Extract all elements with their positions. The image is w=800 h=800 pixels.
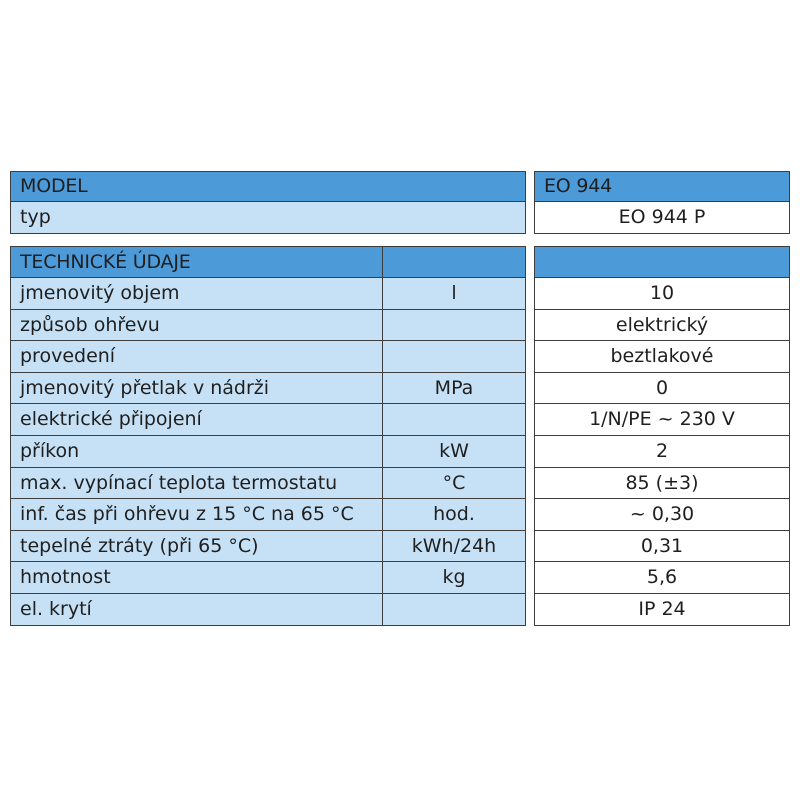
spec-unit — [382, 593, 526, 626]
spec-label: inf. čas při ohřevu z 15 °C na 65 °C — [10, 498, 383, 531]
spec-value: 5,6 — [534, 561, 790, 594]
spec-value: 2 — [534, 435, 790, 468]
spec-label: hmotnost — [10, 561, 383, 594]
spec-unit — [382, 309, 526, 341]
spec-unit: °C — [382, 467, 526, 499]
type-label: typ — [10, 201, 526, 234]
spec-label: provedení — [10, 340, 383, 373]
spec-label: tepelné ztráty (při 65 °C) — [10, 530, 383, 562]
spec-unit: l — [382, 277, 526, 310]
spec-value: beztlakové — [534, 340, 790, 373]
spec-label: el. krytí — [10, 593, 383, 626]
spec-label: způsob ohřevu — [10, 309, 383, 341]
spec-label: jmenovitý objem — [10, 277, 383, 310]
spec-value: 1/N/PE ~ 230 V — [534, 403, 790, 436]
type-value: EO 944 P — [534, 201, 790, 234]
spec-unit — [382, 340, 526, 373]
spec-unit: MPa — [382, 372, 526, 404]
spec-value: 85 (±3) — [534, 467, 790, 499]
model-header-value: EO 944 — [534, 171, 790, 202]
spec-unit: kg — [382, 561, 526, 594]
spec-value: 10 — [534, 277, 790, 310]
tech-header-unit-cell — [382, 246, 526, 278]
spec-unit — [382, 403, 526, 436]
spec-value: elektrický — [534, 309, 790, 341]
spec-value: IP 24 — [534, 593, 790, 626]
spec-label: max. vypínací teplota termostatu — [10, 467, 383, 499]
spec-value: ~ 0,30 — [534, 498, 790, 531]
spec-label: příkon — [10, 435, 383, 468]
spec-label: elektrické připojení — [10, 403, 383, 436]
model-header-label: MODEL — [10, 171, 526, 202]
spec-unit: kWh/24h — [382, 530, 526, 562]
spec-value: 0 — [534, 372, 790, 404]
spec-unit: hod. — [382, 498, 526, 531]
spec-value: 0,31 — [534, 530, 790, 562]
tech-header-label: TECHNICKÉ ÚDAJE — [10, 246, 383, 278]
tech-header-value-cell — [534, 246, 790, 278]
spec-unit: kW — [382, 435, 526, 468]
spec-label: jmenovitý přetlak v nádrži — [10, 372, 383, 404]
